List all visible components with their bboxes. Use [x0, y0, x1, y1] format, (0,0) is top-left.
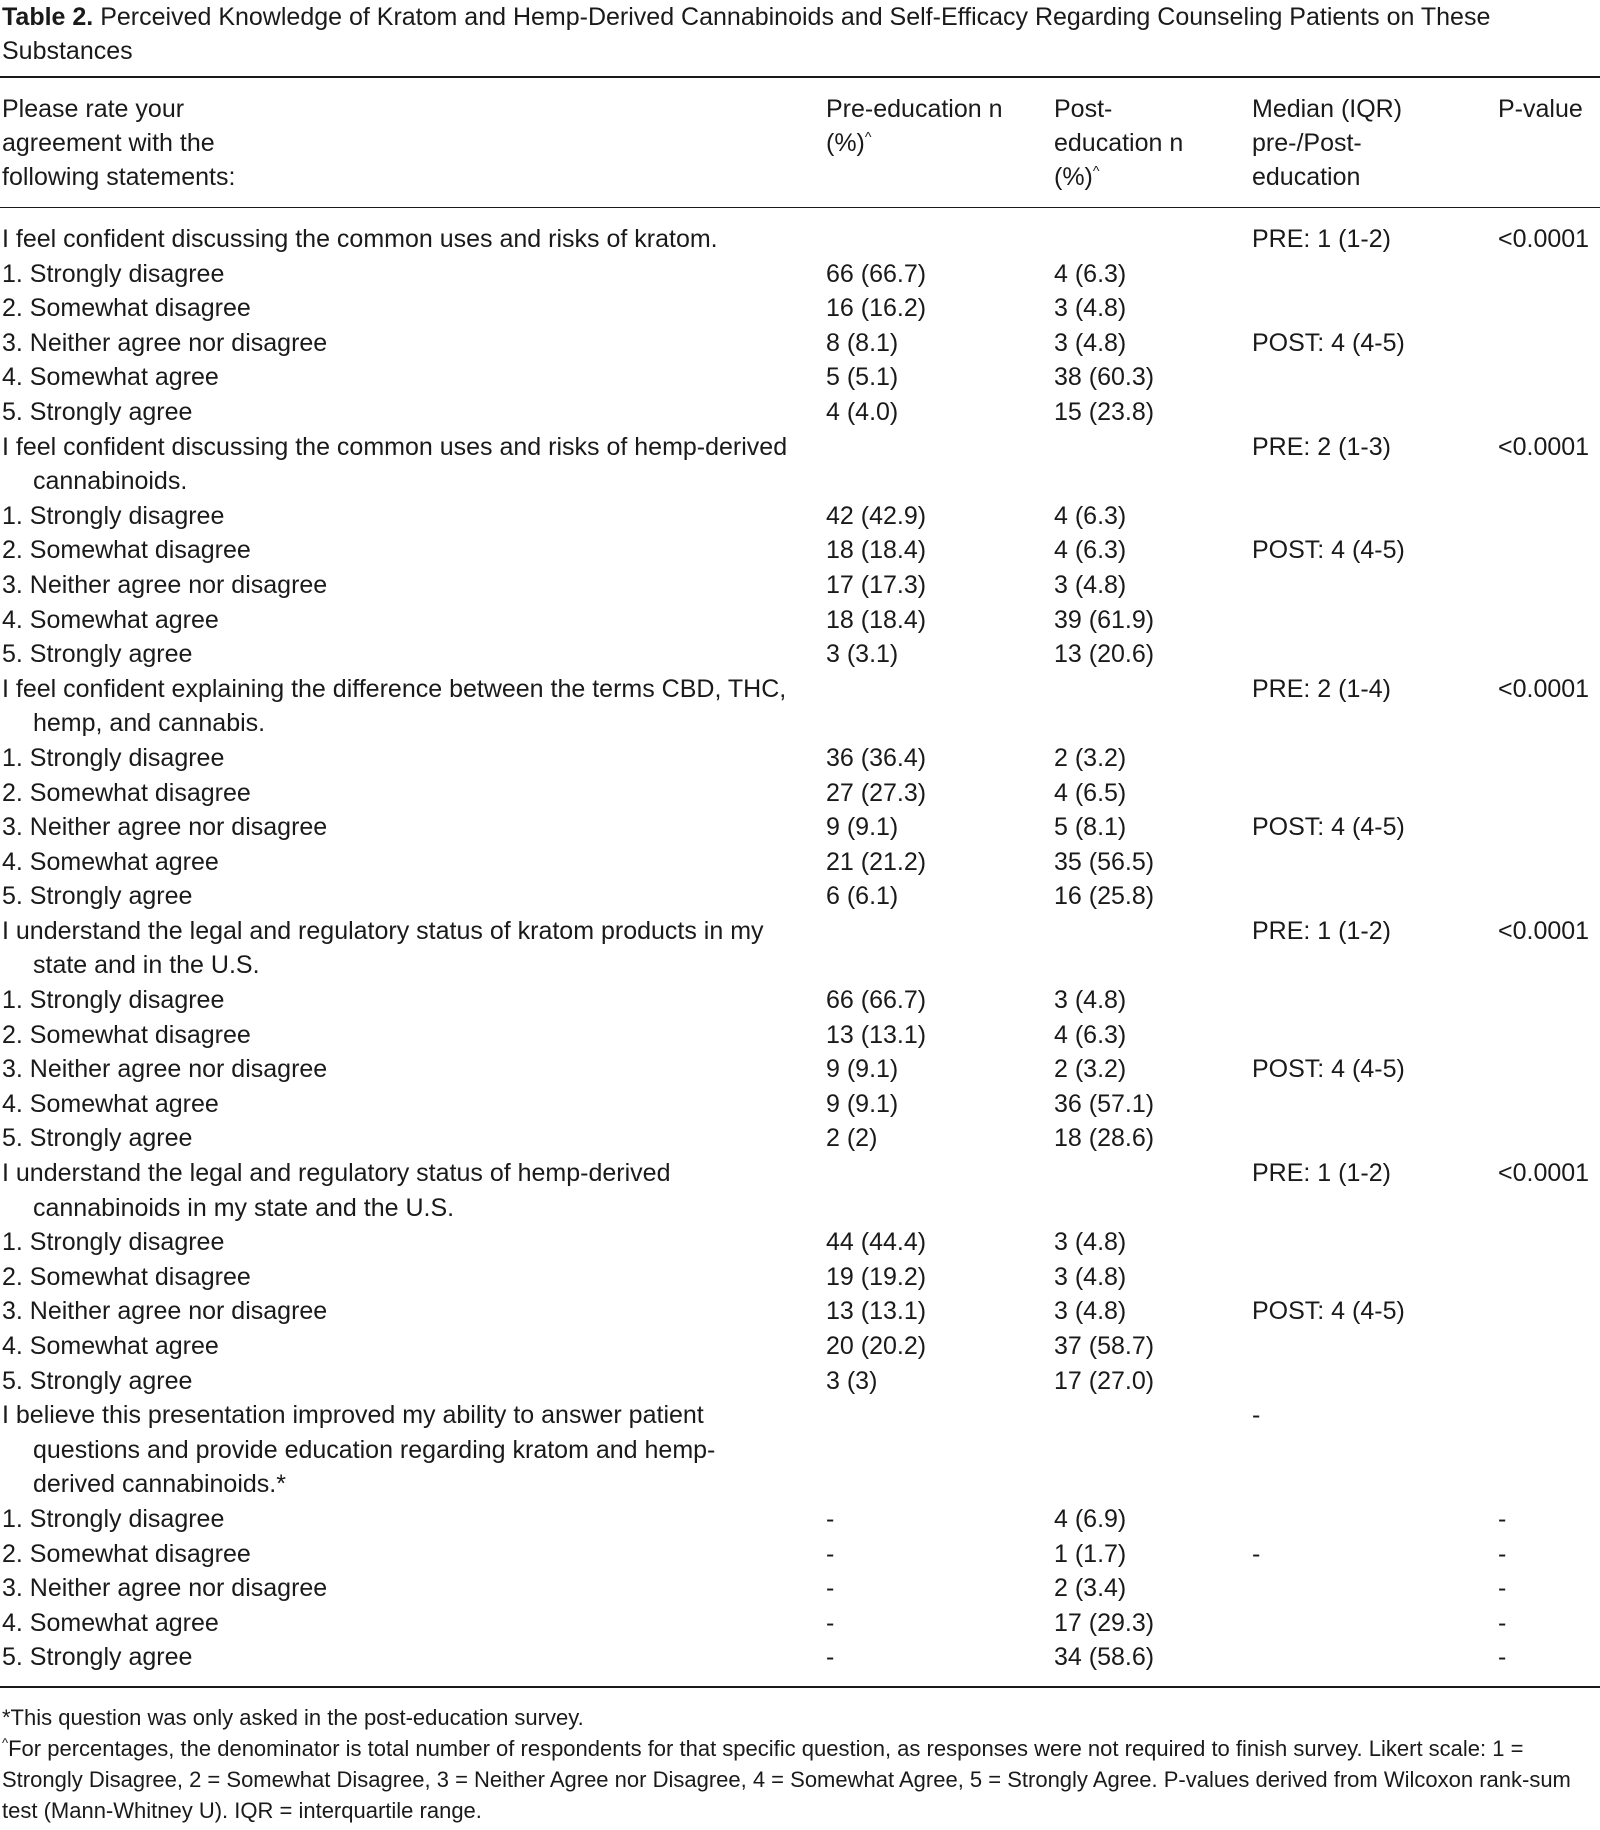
post-value: 5 (8.1) [1054, 813, 1127, 842]
option-label: 2. Somewhat disagree [2, 294, 251, 323]
post-value: 37 (58.7) [1054, 1332, 1155, 1360]
option-label: 1. Strongly disagree [2, 1504, 225, 1533]
post-value: 4 (6.3) [1054, 259, 1127, 288]
p-value-cell: - [1498, 1608, 1507, 1637]
table-row [0, 1018, 1600, 1053]
pre-value: 36 (36.4) [826, 743, 927, 772]
table-row [0, 810, 1600, 845]
header-pre [826, 92, 1006, 160]
post-value: 18 (28.6) [1054, 1124, 1155, 1153]
table-row [0, 879, 1600, 914]
post-value: 3 (4.8) [1054, 1228, 1127, 1257]
p-value: <0.0001 [1498, 916, 1590, 945]
post-value: 35 (56.5) [1054, 847, 1155, 876]
table-row [0, 257, 1600, 292]
table-row [0, 1537, 1600, 1572]
option-label: 5. Strongly agree [2, 397, 193, 426]
pre-value: 13 (13.1) [826, 1297, 927, 1326]
table-caption [2, 0, 1598, 68]
post-value: 17 (29.3) [1054, 1608, 1155, 1637]
question-row [0, 430, 1600, 499]
question-text: I feel confident discussing the common uses and risks of hemp-derived cannabinoids. [2, 432, 788, 496]
median-pre: - [1252, 1401, 1261, 1430]
post-value: 4 (6.9) [1054, 1504, 1127, 1533]
pre-value: 2 (2) [826, 1124, 878, 1153]
header-median: Median (IQR) pre-/Post-education [1252, 95, 1403, 191]
option-label: 4. Somewhat agree [2, 363, 219, 392]
table-row [0, 533, 1600, 568]
option-label: 4. Somewhat agree [2, 1089, 219, 1118]
option-label: 3. Neither agree nor disagree [2, 1574, 328, 1603]
option-label: 2. Somewhat disagree [2, 1020, 251, 1049]
table-body [0, 222, 1600, 1675]
header-post-mark: ^ [1092, 162, 1100, 179]
table-row [0, 776, 1600, 811]
footnote-caret-text: For percentages, the denominator is total number of respondents for that specific question, as responses were not required to finish survey. Likert scale: 1 = Strongly Disagree, 2 = Somewhat Disagree, 3 = Neither Agree nor Disagree, 4 = Somewhat Agree, 5 = Strongly Agree. P-values derived from Wilcoxon rank-sum test (Mann-Whitney U). IQR = interquartile range. [2, 1736, 1571, 1823]
post-value: 13 (20.6) [1054, 640, 1155, 669]
median-cell: - [1252, 1539, 1261, 1568]
table-row [0, 1502, 1600, 1537]
option-label: 5. Strongly agree [2, 882, 193, 911]
option-label: 4. Somewhat agree [2, 1332, 219, 1360]
pre-value: 16 (16.2) [826, 294, 927, 323]
table-row [0, 1364, 1600, 1399]
table-row [0, 1225, 1600, 1260]
pre-value: 9 (9.1) [826, 1055, 899, 1084]
median-cell: POST: 4 (4-5) [1252, 1297, 1405, 1326]
table-row [0, 1640, 1600, 1675]
table-row [0, 741, 1600, 776]
median-cell: POST: 4 (4-5) [1252, 328, 1405, 357]
footnote-star: *This question was only asked in the post-education survey. [2, 1705, 584, 1730]
question-row [0, 1156, 1600, 1225]
footnotes [2, 1702, 1598, 1826]
pre-value: 5 (5.1) [826, 363, 899, 392]
pre-value: 3 (3.1) [826, 640, 899, 669]
option-label: 4. Somewhat agree [2, 1608, 219, 1637]
post-value: 3 (4.8) [1054, 570, 1127, 599]
p-value: <0.0001 [1498, 225, 1590, 253]
p-value-cell: - [1498, 1504, 1507, 1533]
pre-value: 9 (9.1) [826, 813, 899, 842]
post-value: 39 (61.9) [1054, 605, 1155, 634]
post-value: 16 (25.8) [1054, 882, 1155, 911]
header-post-text: Post-education n (%) [1054, 95, 1184, 191]
pre-value: - [826, 1608, 835, 1637]
pre-value: 44 (44.4) [826, 1228, 927, 1257]
pre-value: 4 (4.0) [826, 397, 899, 426]
p-value-cell: - [1498, 1574, 1507, 1603]
median-cell: POST: 4 (4-5) [1252, 1055, 1405, 1084]
pre-value: - [826, 1539, 835, 1568]
median-pre: PRE: 1 (1-2) [1252, 1159, 1391, 1188]
table-row [0, 845, 1600, 880]
question-row [0, 1398, 1600, 1502]
option-label: 5. Strongly agree [2, 1366, 193, 1395]
option-label: 2. Somewhat disagree [2, 778, 251, 807]
table-row [0, 1260, 1600, 1295]
pre-value: - [826, 1574, 835, 1603]
option-label: 3. Neither agree nor disagree [2, 328, 328, 357]
table-row [0, 1052, 1600, 1087]
option-label: 2. Somewhat disagree [2, 1262, 251, 1291]
pre-value: 42 (42.9) [826, 501, 927, 530]
pre-value: 18 (18.4) [826, 605, 927, 634]
option-label: 4. Somewhat agree [2, 847, 219, 876]
table-row [0, 395, 1600, 430]
footnote-caret [2, 1733, 1598, 1826]
option-label: 5. Strongly agree [2, 1643, 193, 1672]
option-label: 3. Neither agree nor disagree [2, 813, 328, 842]
option-label: 2. Somewhat disagree [2, 536, 251, 565]
bottom-rule [0, 1686, 1600, 1688]
table-row [0, 1087, 1600, 1122]
question-text: I understand the legal and regulatory status of kratom products in my state and in the U.S. [2, 916, 764, 980]
post-value: 17 (27.0) [1054, 1366, 1155, 1395]
pre-value: 19 (19.2) [826, 1262, 927, 1291]
pre-value: - [826, 1504, 835, 1533]
question-text: I understand the legal and regulatory status of hemp-derived cannabinoids in my state and the U.S. [2, 1159, 671, 1222]
post-value: 2 (3.4) [1054, 1574, 1127, 1603]
header-statement: Please rate your agreement with the following statements: [2, 95, 236, 191]
option-label: 1. Strongly disagree [2, 259, 225, 288]
pre-value: 66 (66.7) [826, 259, 927, 288]
option-label: 1. Strongly disagree [2, 1228, 225, 1257]
post-value: 38 (60.3) [1054, 363, 1155, 392]
option-label: 4. Somewhat agree [2, 605, 219, 634]
option-label: 3. Neither agree nor disagree [2, 570, 328, 599]
pre-value: 17 (17.3) [826, 570, 927, 599]
table-row [0, 326, 1600, 361]
header-rule [0, 207, 1600, 208]
post-value: 3 (4.8) [1054, 328, 1127, 357]
header-post [1054, 92, 1204, 194]
option-label: 2. Somewhat disagree [2, 1539, 251, 1568]
option-label: 1. Strongly disagree [2, 501, 225, 530]
table-row [0, 983, 1600, 1018]
post-value: 2 (3.2) [1054, 1055, 1127, 1084]
pre-value: 21 (21.2) [826, 847, 927, 876]
pre-value: 3 (3) [826, 1366, 878, 1395]
question-text: I believe this presentation improved my ability to answer patient questions and provide education regarding kratom and hemp-derived cannabinoids.* [2, 1401, 716, 1499]
table-row [0, 360, 1600, 395]
footnote-caret-mark: ^ [2, 1735, 9, 1751]
pre-value: 6 (6.1) [826, 882, 899, 911]
post-value: 3 (4.8) [1054, 986, 1127, 1015]
header-pre-text: Pre-education n (%) [826, 95, 1003, 157]
post-value: 15 (23.8) [1054, 397, 1155, 426]
median-cell: POST: 4 (4-5) [1252, 536, 1405, 565]
median-pre: PRE: 2 (1-4) [1252, 674, 1391, 703]
pre-value: 13 (13.1) [826, 1020, 927, 1049]
post-value: 3 (4.8) [1054, 1297, 1127, 1326]
table-row [0, 1329, 1600, 1364]
table-label: Table 2. [2, 3, 94, 31]
table-row [0, 637, 1600, 672]
pre-value: 20 (20.2) [826, 1332, 927, 1360]
question-row [0, 672, 1600, 741]
post-value: 4 (6.3) [1054, 536, 1127, 565]
p-value: <0.0001 [1498, 432, 1590, 461]
p-value-cell: - [1498, 1539, 1507, 1568]
header-pre-mark: ^ [864, 128, 872, 145]
header-pvalue: P-value [1498, 95, 1583, 123]
table-row [0, 1571, 1600, 1606]
pre-value: - [826, 1643, 835, 1672]
option-label: 3. Neither agree nor disagree [2, 1297, 328, 1326]
median-pre: PRE: 2 (1-3) [1252, 432, 1391, 461]
table-row [0, 568, 1600, 603]
table-row [0, 603, 1600, 638]
option-label: 5. Strongly agree [2, 640, 193, 669]
question-row [0, 914, 1600, 983]
median-cell: POST: 4 (4-5) [1252, 813, 1405, 842]
table-row [0, 1606, 1600, 1641]
post-value: 3 (4.8) [1054, 1262, 1127, 1291]
post-value: 4 (6.3) [1054, 501, 1127, 530]
question-row [0, 222, 1600, 257]
question-text: I feel confident discussing the common uses and risks of kratom. [2, 225, 718, 253]
option-label: 1. Strongly disagree [2, 743, 225, 772]
post-value: 4 (6.5) [1054, 778, 1127, 807]
pre-value: 9 (9.1) [826, 1089, 899, 1118]
median-pre: PRE: 1 (1-2) [1252, 916, 1391, 945]
post-value: 3 (4.8) [1054, 294, 1127, 323]
table-title: Perceived Knowledge of Kratom and Hemp-Derived Cannabinoids and Self-Efficacy Regarding Counseling Patients on These Substances [2, 3, 1491, 65]
post-value: 36 (57.1) [1054, 1089, 1155, 1118]
p-value: <0.0001 [1498, 1159, 1590, 1188]
table-row [0, 499, 1600, 534]
table-row [0, 1121, 1600, 1156]
option-label: 3. Neither agree nor disagree [2, 1055, 328, 1084]
pre-value: 18 (18.4) [826, 536, 927, 565]
p-value: <0.0001 [1498, 674, 1590, 703]
pre-value: 66 (66.7) [826, 986, 927, 1015]
post-value: 1 (1.7) [1054, 1539, 1127, 1568]
question-text: I feel confident explaining the difference between the terms CBD, THC, hemp, and cannabis. [2, 674, 787, 738]
post-value: 2 (3.2) [1054, 743, 1127, 772]
median-pre: PRE: 1 (1-2) [1252, 225, 1391, 253]
post-value: 34 (58.6) [1054, 1643, 1155, 1672]
pre-value: 27 (27.3) [826, 778, 927, 807]
table-row [0, 291, 1600, 326]
top-rule [0, 76, 1600, 78]
post-value: 4 (6.3) [1054, 1020, 1127, 1049]
table-row [0, 1294, 1600, 1329]
pre-value: 8 (8.1) [826, 328, 899, 357]
option-label: 5. Strongly agree [2, 1124, 193, 1153]
option-label: 1. Strongly disagree [2, 986, 225, 1015]
p-value-cell: - [1498, 1643, 1507, 1672]
